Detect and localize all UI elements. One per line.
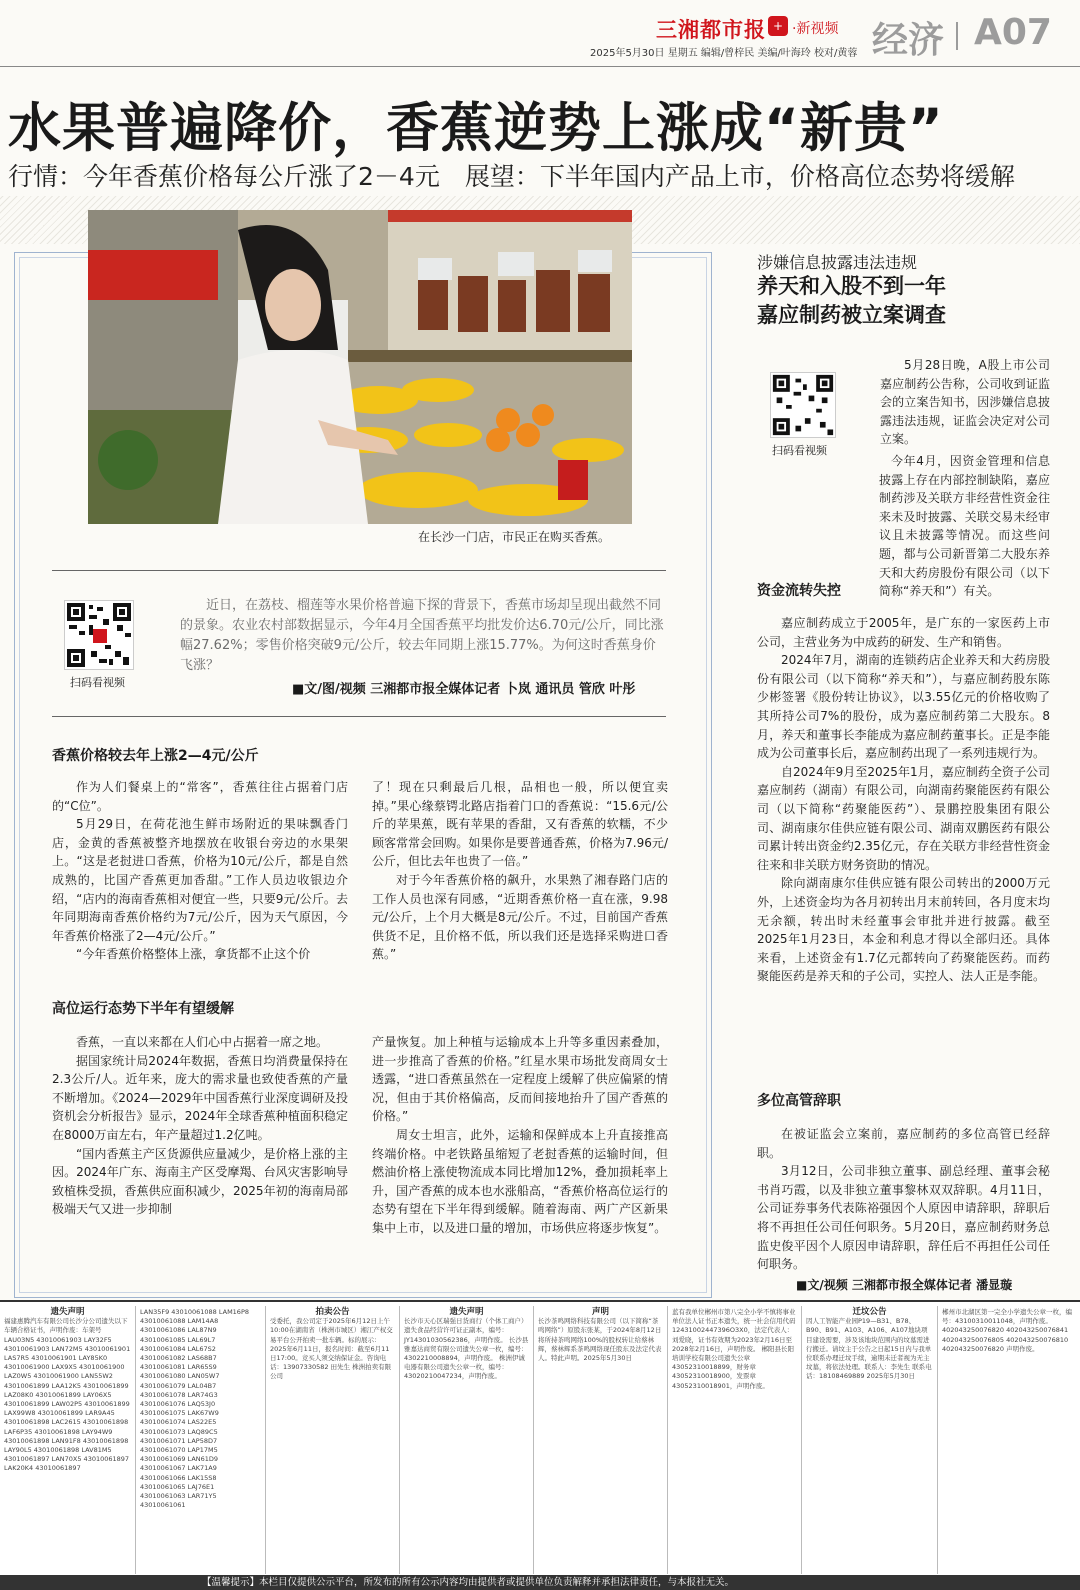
ad-column-8	[938, 1306, 1080, 1574]
right-title	[757, 272, 946, 330]
paragraph: 对于今年香蕉价格的飙升，水果熟了湘春路门店的工作人员也深有同感，“近期香蕉价格一直在涨，9.98元/公斤，上个月大概是8元/公斤。不过，目前国产香蕉供货不足，且价格不低，所以我们还是选择采购进口香蕉。”	[372, 872, 668, 962]
ad-column-4	[400, 1306, 534, 1574]
ad-title: 遗失声明	[50, 1307, 85, 1317]
section-2-column-b	[372, 1033, 668, 1238]
section-2-title: 高位运行态势下半年有望缓解	[52, 1001, 234, 1017]
brand-plus-icon: +	[768, 16, 788, 36]
brand-video-label: ·新视频	[792, 21, 839, 37]
ad-column-6	[668, 1306, 802, 1574]
ad-column-3	[266, 1306, 400, 1574]
ad-text: 郴州市北湖区第一完全小学遗失公章一枚，编号：43100310011048，声明作废。 402043250076820 402043250076841 402043250076805 402043250076810 402043250076820 声明作废。	[942, 1308, 1072, 1353]
ad-title: 迁坟公告	[852, 1307, 887, 1317]
section-2-column-a	[52, 1033, 348, 1219]
right-body-2	[757, 1125, 1050, 1274]
paragraph: 作为人们餐桌上的“常客”，香蕉往往占据着门店的“C位”。	[52, 780, 348, 813]
section-name: 经济	[872, 20, 945, 61]
ad-text: 长沙茶鸣网络科技有限公司（以下简称“茶鸣网络”）原股东张某，于2024年8月12日将所持茶鸣网络100%的股权转让给蔡林辉，蔡林辉系茶鸣网络现任股东及法定代表人。特此声明。2025年5月30日	[538, 1317, 662, 1363]
ad-column-1	[0, 1306, 136, 1574]
qr-label-right: 扫码看视频	[772, 444, 827, 457]
ad-text: 受委托，我公司定于2025年6月12日上午10:00在湖南省（株洲市城区）湘江产权交易平台公开拍卖一批车辆。标的展示：2025年6月11日，报名时间：截至6月11日17:00。竞买人须交纳保证金。咨询电话：13907330582 田先生 株洲拍卖有限公司	[270, 1317, 393, 1381]
ad-title: 声明	[591, 1307, 609, 1317]
right-intro-2	[757, 452, 1050, 601]
qr-code-right[interactable]	[770, 372, 836, 438]
paragraph: 5月28日晚，A股上市公司嘉应制药公告称，公司收到证监会的立案告知书，因涉嫌信息披露违法违规，证监会决定对公司立案。	[880, 358, 1050, 447]
paragraph: 据国家统计局2024年数据，香蕉日均消费量保持在2.3公斤/人。近年来，庞大的需求量也致使香蕉的产量不断增加。《2024—2029年中国香蕉行业深度调研及投资机会分析报告》显示，2024年全球香蕉种植面积稳定在8000万亩左右，年产量超过1.2亿吨。	[52, 1053, 348, 1142]
right-subhead-2: 多位高管辞职	[757, 1093, 841, 1109]
paragraph: 5月29日，在荷花池生鲜市场附近的果味飘香门店，金黄的香蕉被整齐地摆放在收银台旁边的水果架上。“这是老挝进口香蕉，价格为10元/公斤，都是自然成熟的，比国产香蕉更加香甜。”工作人员边收银边介绍，“店内的海南香蕉相对便宜一些，只要9元/公斤。去年同期海南香蕉价格约为7元/公斤，因为天气原因，今年香蕉价格涨了2—4元/公斤。”	[52, 817, 348, 943]
right-subhead-1: 资金流转失控	[757, 583, 841, 599]
byline: ■文/图/视频 三湘都市报全媒体记者 卜岚 通讯员 管欣 叶彤	[292, 682, 636, 697]
paragraph: 3月12日，公司非独立董事、副总经理、董事会秘书肖巧霞，以及非独立董事黎林双双辞职。4月11日，公司证券事务代表陈裕强因个人原因申请辞职，辞职后将不再担任公司任何职务。5月20日，嘉应制药财务总监史俊平因个人原因申请辞职，辞任后不再担任公司任何职务。	[757, 1164, 1050, 1272]
brand-logo: 三湘都市报	[656, 18, 766, 42]
section-divider	[956, 22, 958, 50]
right-byline: ■文/视频 三湘都市报全媒体记者 潘显璇	[796, 1278, 1013, 1292]
classifieds-section	[0, 1300, 1080, 1576]
paragraph: “国内香蕉主产区货源供应量减少，是价格上涨的主因。2024年广东、海南主产区受摩羯、台风灾害影响导致植株受损，香蕉供应面积减少，2025年初的海南局部极端天气又进一步抑制	[52, 1146, 348, 1217]
section-1-column-b	[372, 778, 668, 964]
masthead-rule	[0, 66, 1080, 67]
subheadline: 行情：今年香蕉价格每公斤涨了2－4元 展望：下半年国内产品上市，价格高位态势将缓解	[8, 162, 1015, 191]
paragraph: “今年香蕉价格整体上涨，拿货都不止这个价	[76, 947, 311, 962]
ad-title: 拍卖公告	[315, 1307, 350, 1317]
ad-column-5	[534, 1306, 668, 1574]
section-1-title: 香蕉价格较去年上涨2—4元/公斤	[52, 748, 259, 764]
paragraph: 除向湖南康尔佳供应链有限公司转出的2000万元外，上述资金均为各月初转出月末前转回，各月度末均无余额，转出时未经董事会审批并进行披露。截至2025年1月23日，本金和利息才得以全部归还。具体来看，上述资金有1.7亿元都转向了药聚能医药。而药聚能医药是养天和的子公司，实控人、法人正是李能。	[757, 876, 1050, 984]
ad-text: 福建惠腾汽车有限公司长沙分公司遗失以下车辆合格证书，声明作废：车架号 LAU03N5 43010061903 LAY32F5 43010061903 LAN72M5 43010061901 LAS7R5 43010061901 LAY85K0 43010061900 LAX9X5 43010061900 LAZ0W5 43010061900 LAN55W2 43010061899 LAA12K5 43010061899 LAZ08K0 43010061899 LAY06X5 43010061899 LAW02P5 43010061899 LAX99W8 43010061899 LAR9A45 43010061898 LAC2615 43010061898 LAF6P35 43010061898 LAY94W9 43010061898 LAN91F8 43010061898 LAY90L5 43010061898 LAV81M5 43010061897 LAN70X5 43010061897 LAK20K4 43010061897	[4, 1317, 131, 1473]
paragraph: 香蕉，一直以来都在人们心中占据着一席之地。	[76, 1035, 329, 1049]
paragraph: 2024年7月，湖南的连锁药店企业养天和大药房股份有限公司（以下简称“养天和”），与嘉应制药股东陈少彬签署《股份转让协议》，以3.55亿元的价格收购了其所持公司7%的股份，成为嘉应制药第二大股东。8月，养天和董事长李能成为嘉应制药董事长。正是李能成为公司董事长后，嘉应制药出现了一系列违规行为。	[757, 653, 1050, 761]
ad-title: 遗失声明	[449, 1307, 484, 1317]
right-body-1	[757, 614, 1050, 986]
section-1-column-a	[52, 778, 348, 964]
paragraph: 周女士坦言，此外，运输和保鲜成本上升直接推高终端价格。中老铁路虽缩短了老挝香蕉的运输时间，但燃油价格上涨使物流成本同比增加12%，叠加损耗率上升，国产香蕉的成本也水涨船高，“香蕉价格高位运行的态势有望在下半年得到缓解。随着海南、两广产区新果集中上市，以及进口量的增加，市场供应将逐步恢复”。	[372, 1127, 668, 1235]
page-number: A07	[974, 12, 1052, 53]
photo-caption: 在长沙一门店，市民正在购买香蕉。	[418, 530, 611, 544]
qr-label: 扫码看视频	[70, 676, 125, 689]
paragraph: 嘉应制药成立于2005年，是广东的一家医药上市公司，主营业务为中成药的研发、生产和销售。	[757, 616, 1050, 649]
paragraph-continued: 了！现在只剩最后几根，品相也一般，所以便宜卖掉。”果心缘蔡锷北路店指着门口的香蕉说：“15.6元/公斤的苹果蕉，既有苹果的香甜，又有香蕉的软糯，不少顾客常常会回购。如果你是要普通香蕉，价格为7.96元/公斤，但比去年也贵了一倍。”	[372, 780, 668, 869]
paragraph: 今年4月，因资金管理和信息披露上存在内部控制缺陷，嘉应制药涉及关联方非经营性资金往来未及时披露、关联交易未经审议且未披露等情况。而这些问题，都与公司新晋第二大股东养天和大药房股份有限公司（以下简称“养天和”）有关。	[879, 454, 1050, 599]
banana-shop-photo	[88, 210, 632, 524]
paragraph: 自2024年9月至2025年1月，嘉应制药全资子公司嘉应制药（湖南）有限公司，向湖南药聚能医药有限公司（以下简称“药聚能医药”）、景鹏控股集团有限公司、湖南康尔佳供应链有限公司、湖南双鹏医药有限公司累计转出资金约2.35亿元，存在关联方非经营性资金往来和非关联方财务资助的情况。	[757, 764, 1050, 872]
lead-top-rule	[52, 570, 666, 571]
classifieds-disclaimer: 【温馨提示】本栏目仅提供公示平台，所发布的所有公示内容均由提供者或提供单位负责解释并承担法律责任，与本报社无关。	[0, 1575, 1080, 1590]
right-title-line: 养天和入股不到一年	[757, 274, 946, 298]
ad-text: 蓝有我单位郴州市第八完全小学不慎将事业单位法人证书正本遗失，统一社会信用代码12431002447396O3X0，法定代表人：刘爱晓，证书有效期为2023年2月16日至2028年2月16日，声明作废。 郴阳县长阳培训学校有限公司遗失公章43052310018899，财务章43052310018900，发票章43052310018901，声明作废。	[672, 1308, 796, 1390]
ad-text: 因人工智能产业园P19—B31、B78、B90、B91、A103、A106、A107地块项目建设需要，涉及该地块范围内的坟墓需进行搬迁。请坟主于公告之日起15日内与我单位联系办理迁坟手续，逾期未迁者视为无主坟墓，将依法处理。联系人：李先生 联系电话：18108469889 2025年5月30日	[806, 1317, 932, 1381]
qr-code[interactable]	[64, 600, 134, 670]
ad-text: LAN35F9 43010061088 LAM16P8 43010061088 LAM14A8 43010061086 LAL87N9 43010061085 LAL69L7 43010061084 LAL67S2 43010061082 LAS68B7 43010061081 LAR65S9 43010061080 LAN05W7 43010061079 LAL04B7 43010061078 LAR74G3 43010061076 LAQ53J0 43010061075 LAK67W9 43010061074 LAS22E5 43010061073 LAQ89C5 43010061071 LAP58D7 43010061070 LAP17M5 43010061069 LAN61D9 43010061067 LAK71A9 43010061066 LAK15S8 43010061065 LAJ76E1 43010061063 LAR71Y5 43010061061	[140, 1308, 249, 1510]
ad-text: 长沙市天心区瑞强日货商行（个体工商户）遗失食品经营许可证正副本，编号：JY14301030562386，声明作废。 长沙县雅嘉达商贸有限公司遗失公章一枚，编号：4302210008894，声明作废。 株洲伊诚电器有限公司遗失公章一枚，编号：43020210047234，声明作废。	[404, 1317, 529, 1381]
right-intro-wrap	[880, 356, 1050, 449]
headline: 水果普遍降价，香蕉逆势上涨成“新贵”	[8, 98, 944, 159]
paragraph-continued: 产量恢复。加上种植与运输成本上升等多重因素叠加，进一步推高了香蕉的价格。”红星水果市场批发商周女士透露，“进口香蕉虽然在一定程度上缓解了供应偏紧的情况，但由于其价格偏高，反而间接地抬升了国产香蕉的价格。”	[372, 1035, 668, 1124]
dateline: 2025年5月30日 星期五 编辑/曾梓民 美编/叶海玲 校对/黄蓉	[590, 48, 858, 59]
lead-bottom-rule	[52, 716, 666, 717]
right-kicker: 涉嫌信息披露违法违规	[757, 253, 918, 272]
ad-column-7	[802, 1306, 938, 1574]
ad-column-2	[136, 1306, 266, 1574]
right-title-line: 嘉应制药被立案调查	[757, 303, 946, 327]
lead-paragraph: 近日，在荔枝、榴莲等水果价格普遍下探的背景下，香蕉市场却呈现出截然不同的景象。农业农村部数据显示，今年4月全国香蕉平均批发价达6.70元/公斤，同比涨幅27.62%；零售价格突破9元/公斤，较去年同期上涨15.77%。为何这时香蕉身价飞涨？	[180, 598, 664, 673]
paragraph: 在被证监会立案前，嘉应制药的多位高管已经辞职。	[757, 1127, 1050, 1160]
